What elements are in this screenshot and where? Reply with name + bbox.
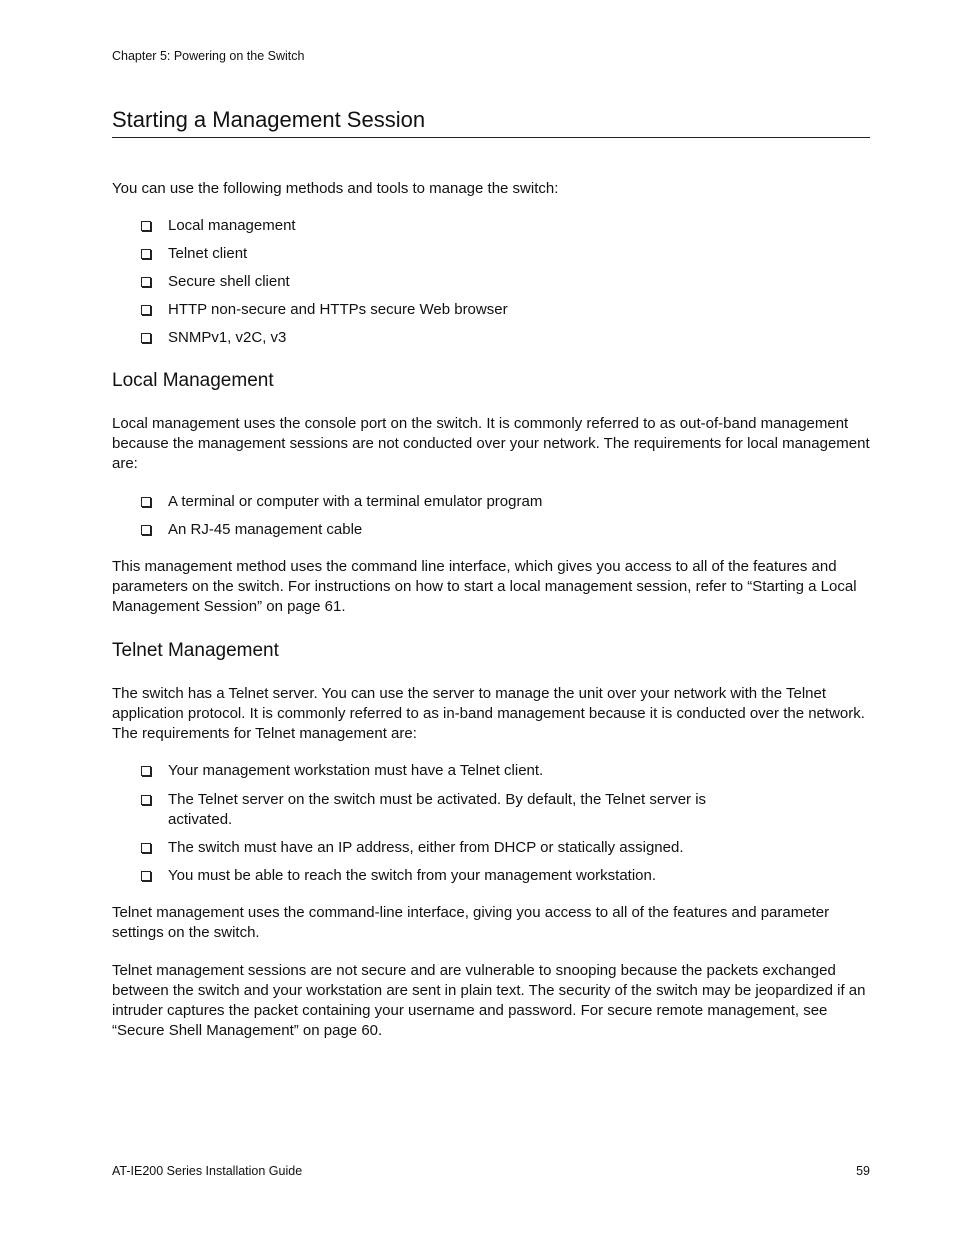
list-item	[140, 761, 840, 790]
list-item	[140, 492, 840, 520]
list-item-text: Your management workstation must have a Telnet client.	[168, 762, 544, 779]
telnet-management-paragraph: The switch has a Telnet server. You can use the server to manage the unit over your network with the Telnet application protocol. It is commonly referred to as in-band management because it is conducted over the network. The requirements for Telnet management are:	[112, 685, 865, 742]
running-header: Chapter 5: Powering on the Switch	[112, 49, 305, 63]
checkbox-bullet-icon	[141, 766, 151, 776]
methods-list	[140, 216, 840, 356]
section-heading-local-management: Local Management	[112, 370, 274, 391]
list-item-text: An RJ-45 management cable	[168, 521, 363, 538]
checkbox-bullet-icon	[141, 795, 151, 805]
list-item	[140, 866, 840, 894]
telnet-security-paragraph: Telnet management sessions are not secure and are vulnerable to snooping because the packets exchanged between the switch and your workstation are sent in plain text. The security of the switch may be jeopardized if an intruder captures the packet containing your username and password. For secure remote management, see “Secure Shell Management” on page 60.	[112, 962, 866, 1039]
local-management-paragraph: Local management uses the console port on the switch. It is commonly referred to as out-of-band management because the management sessions are not conducted over your network. The requirements for local management are:	[112, 415, 870, 472]
checkbox-bullet-icon	[141, 277, 151, 287]
list-item-text: Secure shell client	[168, 273, 290, 290]
checkbox-bullet-icon	[141, 221, 151, 231]
list-item	[140, 272, 840, 300]
list-item	[140, 244, 840, 272]
checkbox-bullet-icon	[141, 843, 151, 853]
list-item	[140, 838, 840, 866]
footer-page-number: 59	[856, 1164, 870, 1178]
checkbox-bullet-icon	[141, 249, 151, 259]
list-item-text: A terminal or computer with a terminal emulator program	[168, 493, 543, 510]
footer-guide-title: AT-IE200 Series Installation Guide	[112, 1164, 303, 1178]
list-item	[140, 790, 840, 838]
checkbox-bullet-icon	[141, 497, 151, 507]
telnet-cli-paragraph: Telnet management uses the command-line interface, giving you access to all of the features and parameter settings on the switch.	[112, 904, 830, 941]
list-item	[140, 520, 840, 548]
page-title: Starting a Management Session	[112, 107, 870, 138]
list-item-text: SNMPv1, v2C, v3	[168, 329, 287, 346]
checkbox-bullet-icon	[141, 305, 151, 315]
list-item-text: You must be able to reach the switch from your management workstation.	[168, 867, 657, 884]
local-management-cli-paragraph: This management method uses the command line interface, which gives you access to all of the features and parameters on the switch. For instructions on how to start a local management session, refer to “Starting a Local Management Session” on page 61.	[112, 558, 857, 615]
list-item-text: HTTP non-secure and HTTPs secure Web browser	[168, 301, 508, 318]
checkbox-bullet-icon	[141, 525, 151, 535]
list-item	[140, 300, 840, 328]
checkbox-bullet-icon	[141, 871, 151, 881]
list-item-text: The Telnet server on the switch must be activated. By default, the Telnet server is activated.	[168, 791, 707, 828]
local-requirements-list	[140, 492, 840, 548]
intro-paragraph: You can use the following methods and tools to manage the switch:	[112, 180, 559, 197]
list-item	[140, 216, 840, 244]
list-item-text: Telnet client	[168, 245, 248, 262]
list-item	[140, 328, 840, 356]
checkbox-bullet-icon	[141, 333, 151, 343]
list-item-text: Local management	[168, 217, 296, 234]
section-heading-telnet-management: Telnet Management	[112, 640, 279, 661]
list-item-text: The switch must have an IP address, either from DHCP or statically assigned.	[168, 839, 684, 856]
telnet-requirements-list	[140, 761, 840, 894]
